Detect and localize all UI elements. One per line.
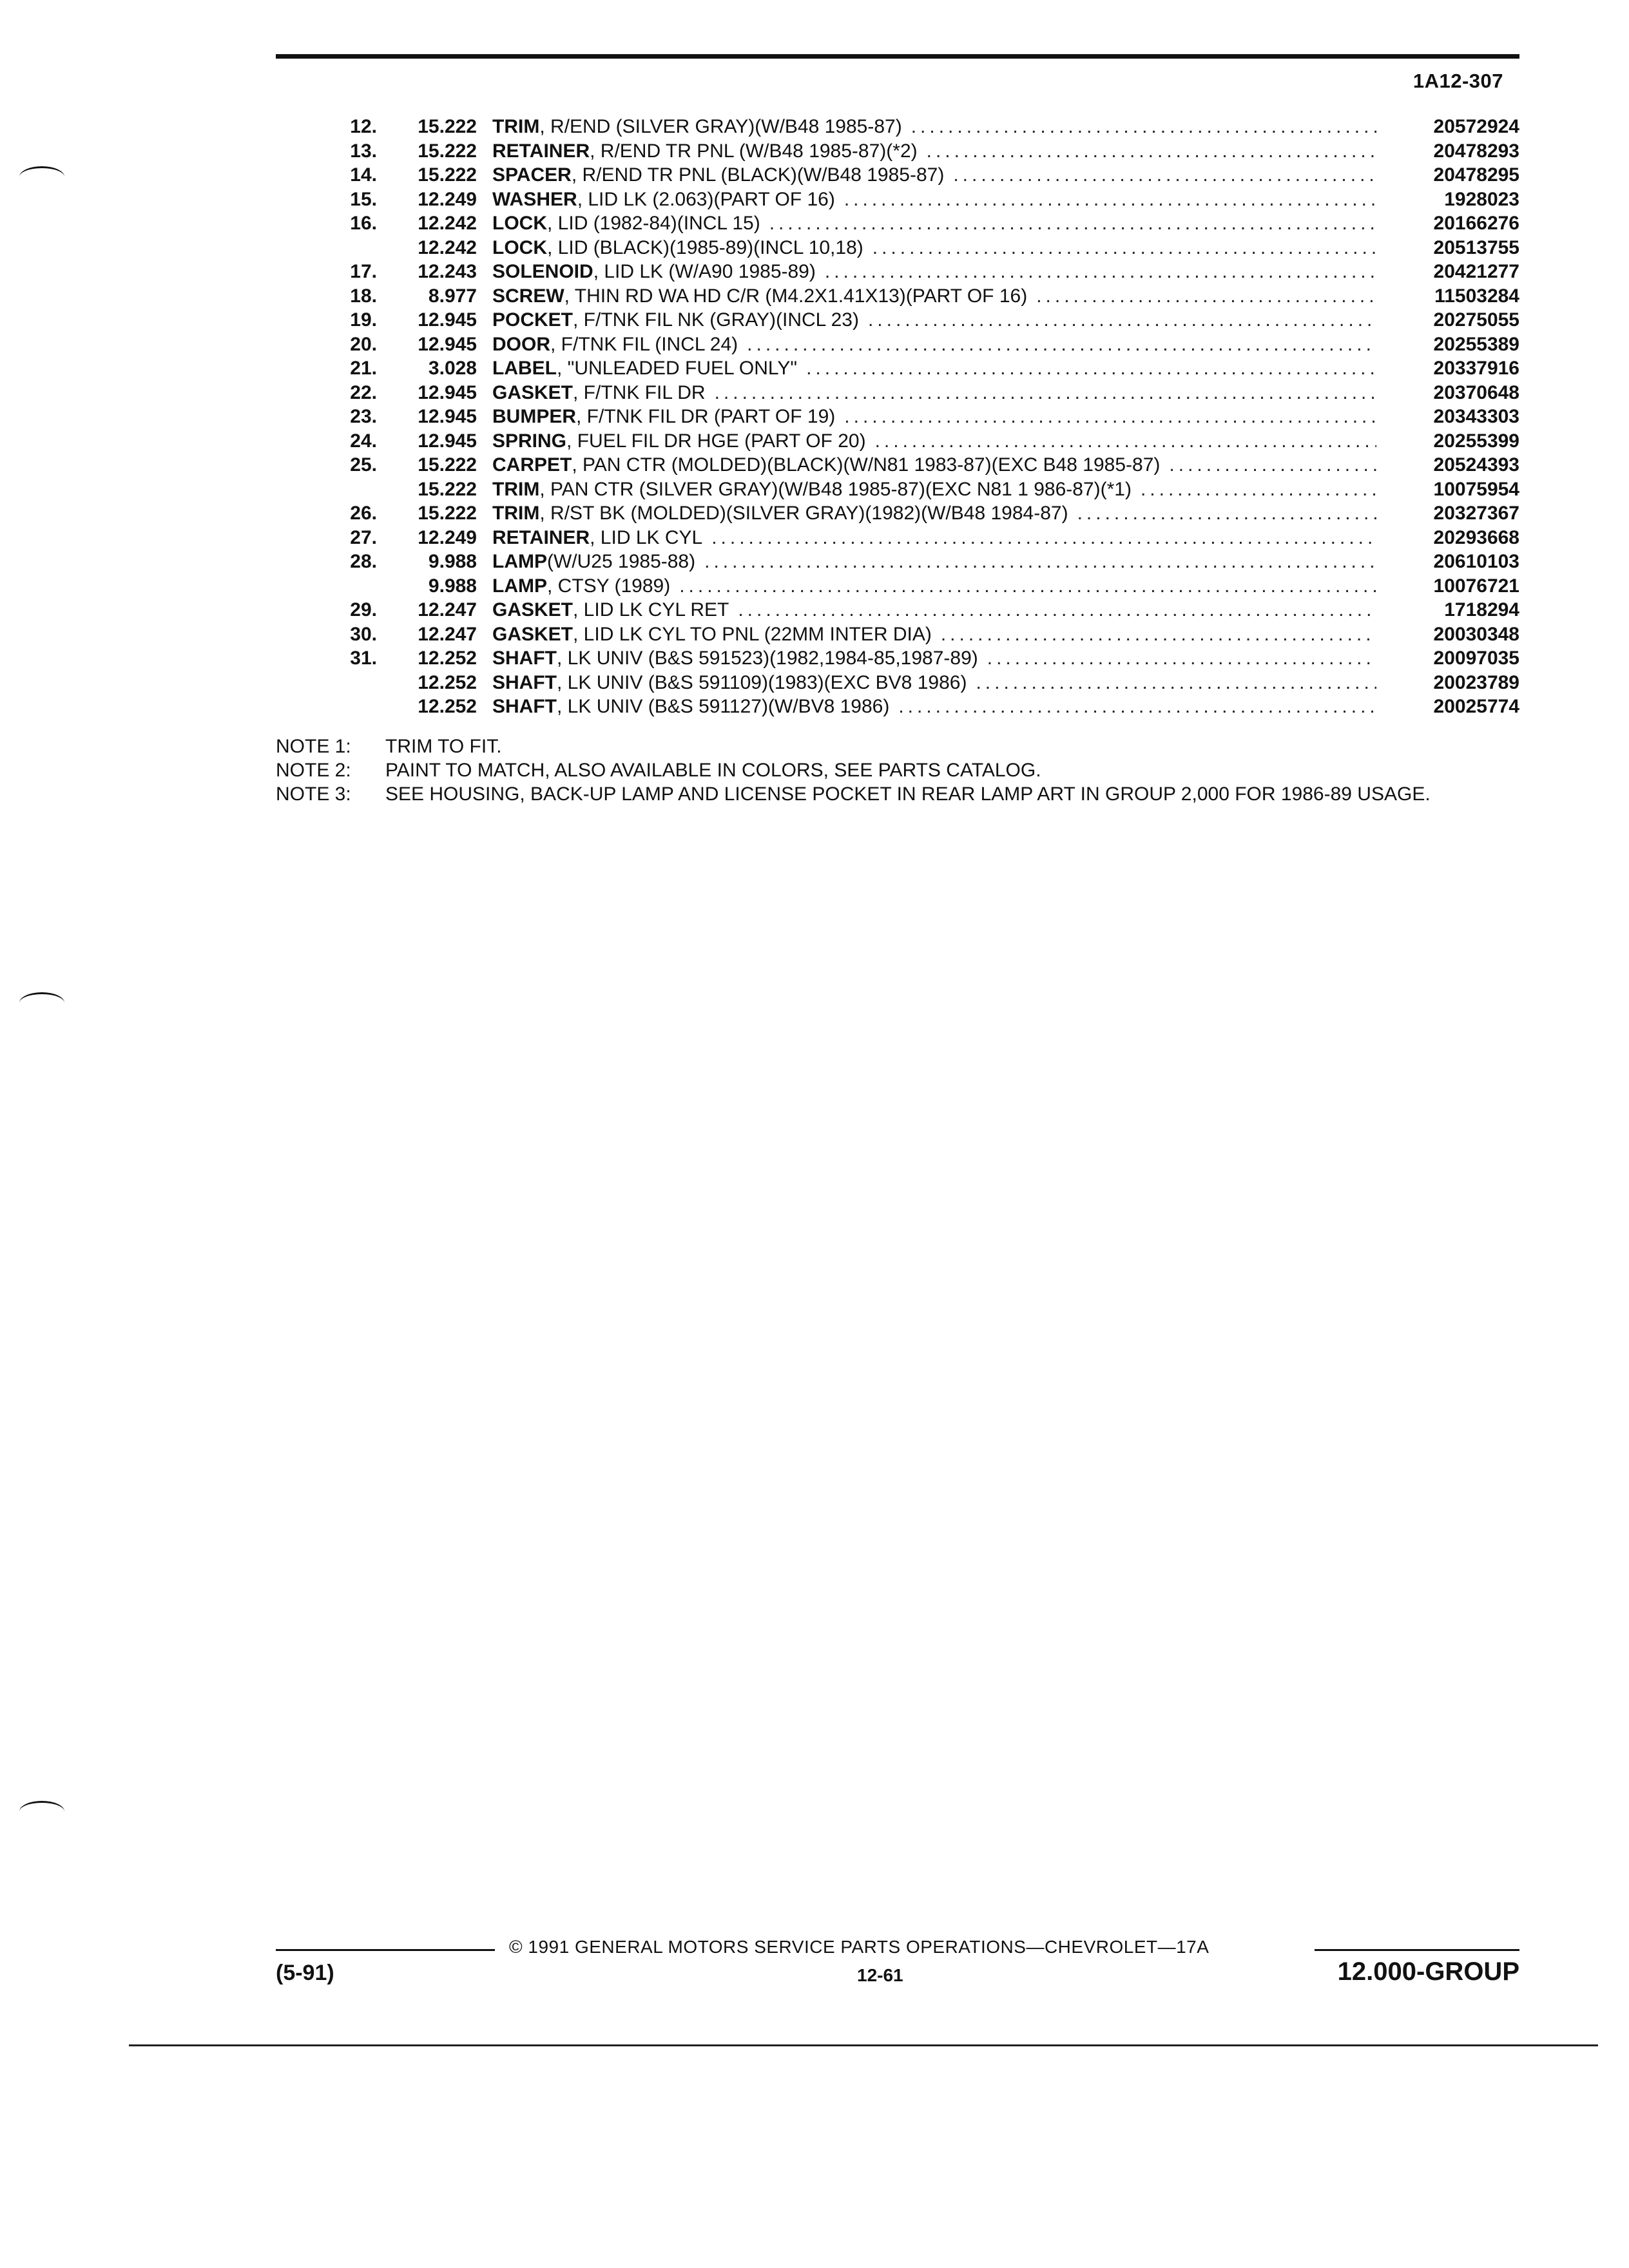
revision-date: (5-91) — [276, 1961, 334, 1985]
part-ref-number: 21. — [350, 358, 377, 379]
dot-leader — [806, 356, 1376, 381]
part-detail: , LID LK CYL TO PNL (22MM INTER DIA) — [573, 623, 932, 645]
part-ref-number: 29. — [350, 599, 377, 620]
part-detail: , LK UNIV (B&S 591109)(1983)(EXC BV8 1986) — [557, 671, 967, 693]
dot-leader — [911, 115, 1376, 139]
dot-leader — [953, 163, 1376, 187]
part-description — [492, 405, 1385, 429]
part-detail: , LID (1982-84)(INCL 15) — [547, 213, 760, 234]
part-description — [492, 429, 1385, 454]
dot-leader — [825, 260, 1376, 284]
part-number: 20513755 — [1433, 236, 1519, 258]
part-description — [492, 381, 1385, 405]
part-number: 11503284 — [1434, 285, 1519, 307]
part-description — [492, 356, 1385, 381]
part-number: 20023789 — [1433, 671, 1519, 693]
part-row — [303, 598, 1519, 622]
part-description — [492, 332, 1385, 357]
part-name: GASKET — [492, 381, 574, 403]
part-group-number: 12.249 — [418, 188, 477, 210]
part-name: TRIM — [492, 116, 540, 137]
part-number: 20025774 — [1433, 696, 1519, 717]
part-ref-number: 31. — [350, 648, 377, 669]
part-description — [492, 115, 1385, 139]
part-ref-number: 25. — [350, 454, 377, 476]
dot-leader — [875, 429, 1376, 454]
part-name: SOLENOID — [492, 261, 593, 282]
part-row — [303, 381, 1519, 405]
page-number: 12-61 — [857, 1965, 903, 1985]
part-ref-number: 16. — [350, 213, 377, 234]
part-detail: , CTSY (1989) — [547, 575, 671, 597]
part-ref-number: 24. — [350, 430, 377, 452]
part-name: GASKET — [492, 599, 574, 620]
part-ref-number: 28. — [350, 551, 377, 572]
part-detail: , F/TNK FIL NK (GRAY)(INCL 23) — [573, 309, 859, 331]
part-number: 20478293 — [1433, 140, 1519, 162]
part-name: SCREW — [492, 285, 564, 307]
notes-section — [276, 735, 1519, 806]
part-group-number: 12.242 — [418, 213, 477, 234]
part-detail: , F/TNK FIL (INCL 24) — [550, 333, 738, 355]
dot-leader — [872, 236, 1376, 260]
dot-leader — [711, 526, 1376, 550]
part-group-number: 15.222 — [418, 140, 477, 162]
dot-leader — [1036, 284, 1376, 309]
part-detail: , F/TNK FIL DR (PART OF 19) — [576, 406, 836, 427]
part-description — [492, 453, 1385, 477]
part-ref-number: 22. — [350, 381, 377, 403]
part-row — [303, 501, 1519, 526]
part-group-number: 12.252 — [418, 648, 477, 669]
part-description — [492, 501, 1385, 526]
part-description — [492, 646, 1385, 671]
part-row — [303, 550, 1519, 574]
dot-leader — [927, 139, 1376, 164]
part-detail: , LK UNIV (B&S 591523)(1982,1984-85,1987-89) — [557, 648, 978, 669]
part-name: WASHER — [492, 188, 577, 210]
part-ref-number: 18. — [350, 285, 377, 307]
part-number: 1928023 — [1444, 188, 1519, 210]
part-name: RETAINER — [492, 140, 590, 162]
note-text: TRIM TO FIT. — [385, 736, 502, 757]
part-row — [303, 671, 1519, 695]
part-detail: , R/END TR PNL (W/B48 1985-87)(*2) — [590, 140, 918, 162]
part-name: SHAFT — [492, 671, 557, 693]
part-number: 20370648 — [1433, 381, 1519, 403]
dot-leader — [941, 622, 1376, 647]
part-group-number: 12.945 — [418, 430, 477, 452]
part-row — [303, 453, 1519, 477]
note — [276, 758, 1519, 782]
part-row — [303, 308, 1519, 332]
parts-list — [303, 115, 1519, 719]
part-group-number: 12.945 — [418, 406, 477, 427]
part-name: CARPET — [492, 454, 572, 476]
part-group-number: 12.252 — [418, 696, 477, 717]
part-ref-number: 23. — [350, 406, 377, 427]
part-detail: , R/END (SILVER GRAY)(W/B48 1985-87) — [539, 116, 902, 137]
dot-leader — [679, 574, 1376, 599]
group-label: 12.000-GROUP — [1337, 1957, 1519, 1986]
part-name: GASKET — [492, 623, 574, 645]
part-row — [303, 526, 1519, 550]
part-detail: , LID LK CYL — [590, 526, 703, 548]
part-number: 20097035 — [1433, 648, 1519, 669]
bottom-rule — [129, 2044, 1598, 2046]
part-detail: , R/ST BK (MOLDED)(SILVER GRAY)(1982)(W/B48 1984-87) — [539, 503, 1068, 524]
part-detail: , FUEL FIL DR HGE (PART OF 20) — [566, 430, 866, 452]
part-row — [303, 622, 1519, 647]
part-detail: (W/U25 1985-88) — [547, 551, 696, 572]
dot-leader — [747, 332, 1376, 357]
part-number: 20275055 — [1433, 309, 1519, 331]
footer-rule-right — [1315, 1949, 1519, 1951]
part-name: LABEL — [492, 358, 557, 379]
dot-leader — [868, 308, 1376, 332]
part-row — [303, 211, 1519, 236]
part-row — [303, 695, 1519, 719]
part-group-number: 3.028 — [428, 358, 477, 379]
part-name: BUMPER — [492, 406, 577, 427]
note-text: SEE HOUSING, BACK-UP LAMP AND LICENSE POCKET IN REAR LAMP ART IN GROUP 2,000 FOR 1986-89 USAGE. — [385, 783, 1431, 805]
part-description — [492, 236, 1385, 260]
part-detail: , LK UNIV (B&S 591127)(W/BV8 1986) — [557, 696, 890, 717]
part-group-number: 9.988 — [428, 551, 477, 572]
part-group-number: 9.988 — [428, 575, 477, 597]
part-detail: , "UNLEADED FUEL ONLY" — [557, 358, 798, 379]
part-description — [492, 526, 1385, 550]
part-group-number: 15.222 — [418, 503, 477, 524]
part-row — [303, 139, 1519, 164]
punch-hole-mark — [19, 1801, 64, 1822]
dot-leader — [704, 550, 1376, 574]
part-group-number: 15.222 — [418, 454, 477, 476]
part-ref-number: 13. — [350, 140, 377, 162]
part-detail: , LID LK (W/A90 1985-89) — [593, 261, 816, 282]
part-row — [303, 429, 1519, 454]
part-name: SPRING — [492, 430, 567, 452]
part-number: 20478295 — [1433, 164, 1519, 186]
note-label: NOTE 2: — [276, 760, 351, 781]
page-code: 1A12-307 — [1412, 70, 1503, 92]
part-number: 20421277 — [1433, 261, 1519, 282]
part-detail: , THIN RD WA HD C/R (M4.2X1.41X13)(PART OF 16) — [564, 285, 1028, 307]
dot-leader — [987, 646, 1376, 671]
part-name: TRIM — [492, 478, 540, 500]
part-name: RETAINER — [492, 526, 590, 548]
part-description — [492, 574, 1385, 599]
copyright-line: © 1991 GENERAL MOTORS SERVICE PARTS OPERATIONS—CHEVROLET—17A — [509, 1937, 1210, 1957]
part-row — [303, 163, 1519, 187]
dot-leader — [976, 671, 1376, 695]
part-number: 20524393 — [1433, 454, 1519, 476]
note-label: NOTE 3: — [276, 783, 351, 805]
dot-leader — [1169, 453, 1376, 477]
dot-leader — [738, 598, 1376, 622]
part-number: 20572924 — [1433, 116, 1519, 137]
part-ref-number: 19. — [350, 309, 377, 331]
part-number: 20255399 — [1433, 430, 1519, 452]
punch-hole-mark — [19, 992, 64, 1014]
header-rule — [276, 54, 1519, 59]
part-number: 20327367 — [1433, 503, 1519, 524]
part-row — [303, 187, 1519, 212]
part-number: 10076721 — [1433, 575, 1519, 597]
punch-hole-mark — [19, 166, 64, 187]
part-description — [492, 187, 1385, 212]
part-ref-number: 26. — [350, 503, 377, 524]
part-description — [492, 163, 1385, 187]
part-description — [492, 622, 1385, 647]
note-text: PAINT TO MATCH, ALSO AVAILABLE IN COLORS, SEE PARTS CATALOG. — [385, 760, 1041, 781]
part-description — [492, 308, 1385, 332]
part-row — [303, 477, 1519, 502]
part-row — [303, 284, 1519, 309]
part-detail: , PAN CTR (SILVER GRAY)(W/B48 1985-87)(EXC N81 1 986-87)(*1) — [539, 478, 1132, 500]
dot-leader — [844, 187, 1376, 212]
part-number: 20293668 — [1433, 526, 1519, 548]
dot-leader — [844, 405, 1376, 429]
part-ref-number: 30. — [350, 623, 377, 645]
part-number: 20166276 — [1433, 213, 1519, 234]
part-description — [492, 477, 1385, 502]
part-number: 20030348 — [1433, 623, 1519, 645]
part-name: SHAFT — [492, 696, 557, 717]
part-row — [303, 260, 1519, 284]
dot-leader — [1077, 501, 1376, 526]
part-group-number: 12.945 — [418, 333, 477, 355]
dot-leader — [898, 695, 1376, 719]
part-name: TRIM — [492, 503, 540, 524]
dot-leader — [715, 381, 1376, 405]
part-number: 10075954 — [1433, 478, 1519, 500]
note — [276, 782, 1519, 806]
part-row — [303, 405, 1519, 429]
part-description — [492, 211, 1385, 236]
part-ref-number: 27. — [350, 526, 377, 548]
part-group-number: 12.252 — [418, 671, 477, 693]
part-group-number: 15.222 — [418, 164, 477, 186]
part-name: SHAFT — [492, 648, 557, 669]
part-description — [492, 598, 1385, 622]
part-group-number: 8.977 — [428, 285, 477, 307]
part-row — [303, 332, 1519, 357]
part-name: DOOR — [492, 333, 550, 355]
part-number: 1718294 — [1444, 599, 1519, 620]
part-ref-number: 20. — [350, 333, 377, 355]
part-name: LAMP — [492, 551, 547, 572]
part-name: LAMP — [492, 575, 547, 597]
part-group-number: 12.247 — [418, 599, 477, 620]
part-number: 20610103 — [1433, 551, 1519, 572]
note — [276, 735, 1519, 758]
part-number: 20255389 — [1433, 333, 1519, 355]
part-description — [492, 284, 1385, 309]
part-group-number: 12.247 — [418, 623, 477, 645]
part-name: SPACER — [492, 164, 572, 186]
part-number: 20343303 — [1433, 406, 1519, 427]
part-ref-number: 14. — [350, 164, 377, 186]
part-group-number: 12.945 — [418, 309, 477, 331]
note-label: NOTE 1: — [276, 736, 351, 757]
part-detail: , PAN CTR (MOLDED)(BLACK)(W/N81 1983-87)(EXC B48 1985-87) — [572, 454, 1161, 476]
part-name: LOCK — [492, 213, 547, 234]
part-group-number: 12.243 — [418, 261, 477, 282]
part-description — [492, 550, 1385, 574]
part-name: POCKET — [492, 309, 574, 331]
part-group-number: 15.222 — [418, 116, 477, 137]
part-row — [303, 646, 1519, 671]
part-row — [303, 115, 1519, 139]
part-row — [303, 356, 1519, 381]
part-ref-number: 15. — [350, 188, 377, 210]
part-description — [492, 695, 1385, 719]
part-group-number: 15.222 — [418, 478, 477, 500]
part-group-number: 12.945 — [418, 381, 477, 403]
part-detail: , R/END TR PNL (BLACK)(W/B48 1985-87) — [571, 164, 945, 186]
part-group-number: 12.249 — [418, 526, 477, 548]
part-row — [303, 236, 1519, 260]
part-number: 20337916 — [1433, 358, 1519, 379]
part-group-number: 12.242 — [418, 236, 477, 258]
part-detail: , LID LK (2.063)(PART OF 16) — [577, 188, 835, 210]
part-description — [492, 260, 1385, 284]
part-name: LOCK — [492, 236, 547, 258]
part-ref-number: 17. — [350, 261, 377, 282]
part-description — [492, 139, 1385, 164]
part-detail: , F/TNK FIL DR — [573, 381, 706, 403]
dot-leader — [769, 211, 1376, 236]
footer-rule-left — [276, 1949, 495, 1951]
part-row — [303, 574, 1519, 599]
part-description — [492, 671, 1385, 695]
part-detail: , LID (BLACK)(1985-89)(INCL 10,18) — [547, 236, 863, 258]
dot-leader — [1141, 477, 1376, 502]
part-ref-number: 12. — [350, 116, 377, 137]
part-detail: , LID LK CYL RET — [573, 599, 729, 620]
